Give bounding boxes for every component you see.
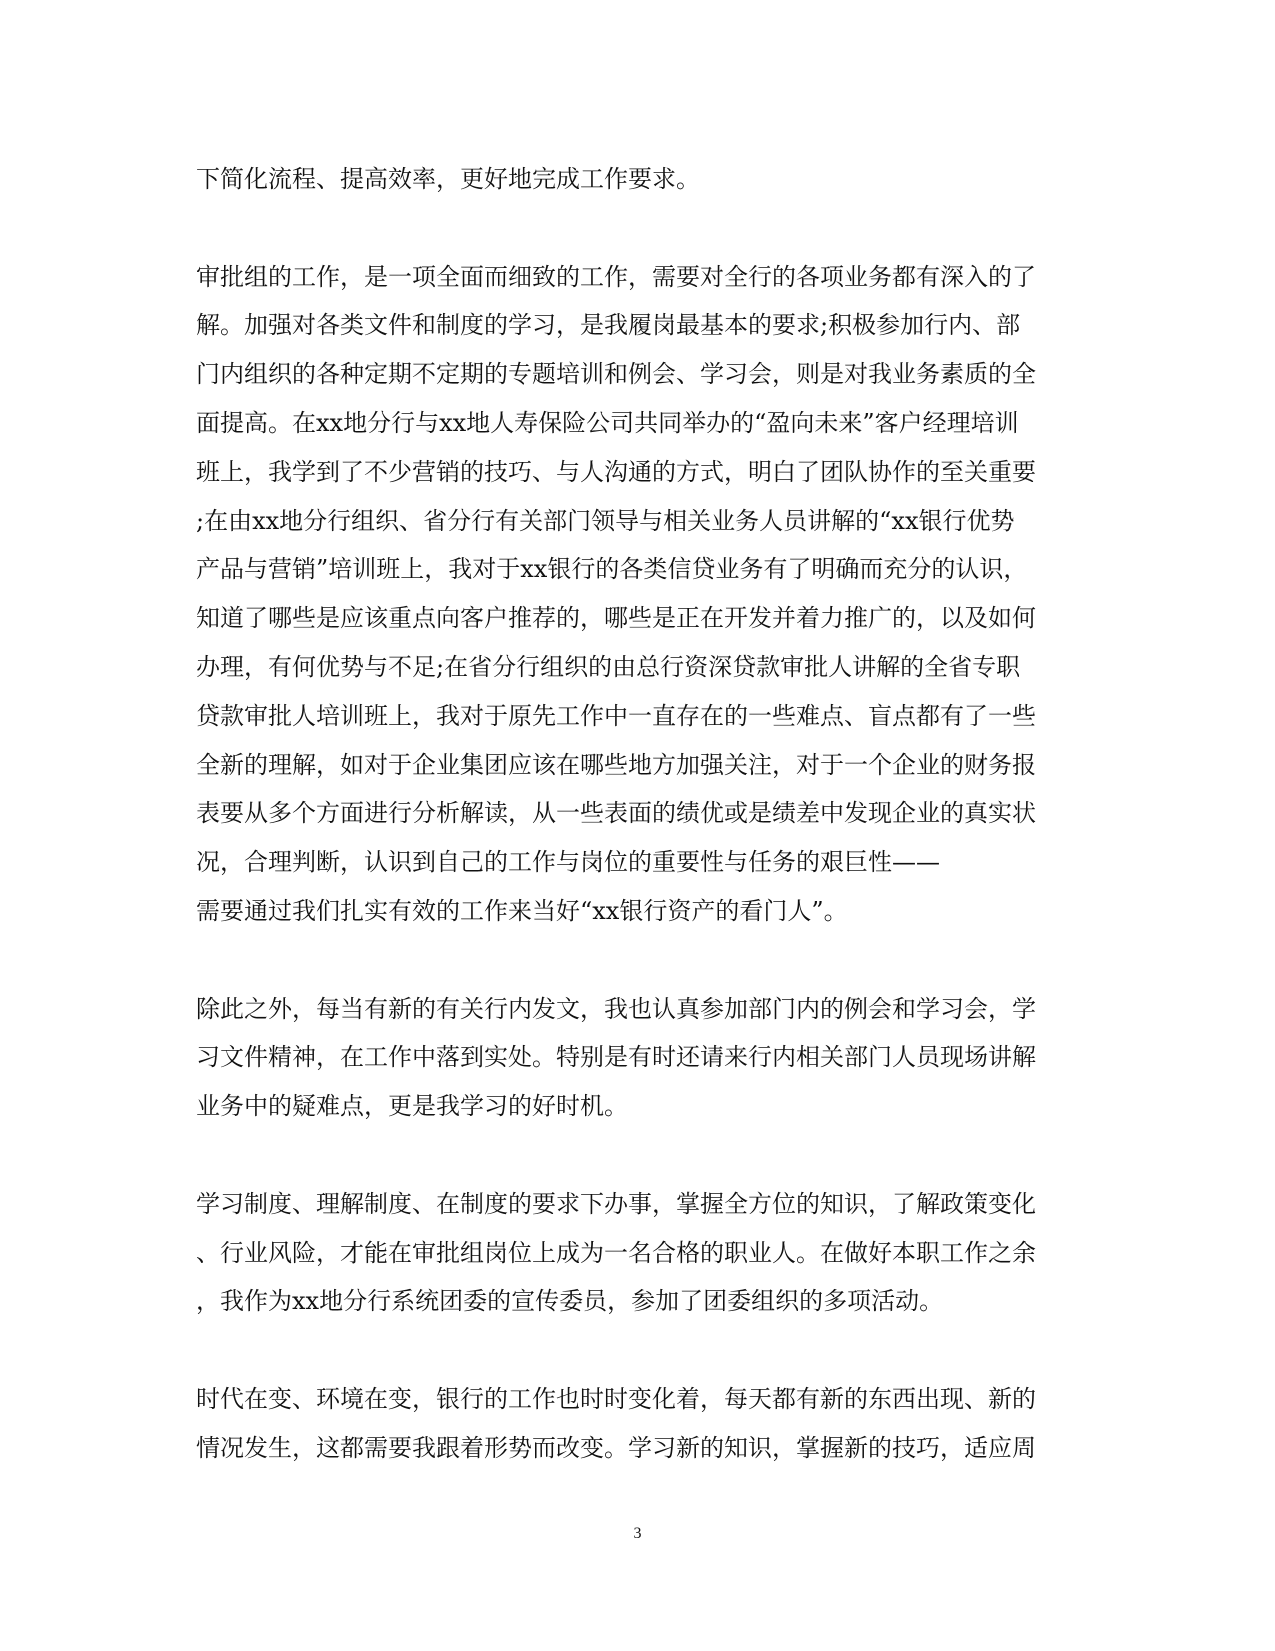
text-line: ，我作为xx地分行系统团委的宣传委员，参加了团委组织的多项活动。 <box>196 1287 944 1316</box>
text-line: 学习制度、理解制度、在制度的要求下办事，掌握全方位的知识，了解政策变化 <box>196 1189 1036 1218</box>
document-body <box>196 155 1076 1473</box>
text-line: 知道了哪些是应该重点向客户推荐的，哪些是正在开发并着力推广的，以及如何 <box>196 604 1036 633</box>
paragraph-spacer <box>196 204 1076 253</box>
page-number: 3 <box>633 1525 642 1542</box>
text-line: 时代在变、环境在变，银行的工作也时时变化着，每天都有新的东西出现、新的 <box>196 1384 1036 1413</box>
text-line: 习文件精神，在工作中落到实处。特别是有时还请来行内相关部门人员现场讲解 <box>196 1043 1036 1072</box>
paragraph-2 <box>196 253 1076 936</box>
text-line: 除此之外，每当有新的有关行内发文，我也认真参加部门内的例会和学习会，学 <box>196 994 1036 1023</box>
text-line: 需要通过我们扎实有效的工作来当好“xx银行资产的看门人”。 <box>196 896 848 925</box>
text-line: 办理，有何优势与不足;在省分行组织的由总行资深贷款审批人讲解的全省专职 <box>196 652 1021 681</box>
paragraph-4 <box>196 1180 1076 1326</box>
paragraph-spacer <box>196 1326 1076 1375</box>
text-line: 业务中的疑难点，更是我学习的好时机。 <box>196 1092 628 1121</box>
text-line: 解。加强对各类文件和制度的学习，是我履岗最基本的要求;积极参加行内、部 <box>196 311 1021 340</box>
paragraph-5 <box>196 1375 1076 1473</box>
text-line: 表要从多个方面进行分析解读，从一些表面的绩优或是绩差中发现企业的真实状 <box>196 799 1036 828</box>
paragraph-spacer <box>196 1131 1076 1180</box>
paragraph-1 <box>196 155 1076 204</box>
text-line: 情况发生，这都需要我跟着形势而改变。学习新的知识，掌握新的技巧，适应周 <box>196 1433 1036 1462</box>
text-line: 门内组织的各种定期不定期的专题培训和例会、学习会，则是对我业务素质的全 <box>196 360 1036 389</box>
text-line: 下简化流程、提高效率，更好地完成工作要求。 <box>196 165 700 193</box>
text-line: 审批组的工作，是一项全面而细致的工作，需要对全行的各项业务都有深入的了 <box>196 262 1036 291</box>
text-line: 产品与营销”培训班上，我对于xx银行的各类信贷业务有了明确而充分的认识， <box>196 555 1028 584</box>
text-line: ;在由xx地分行组织、省分行有关部门领导与相关业务人员讲解的“xx银行优势 <box>196 506 1015 535</box>
paragraph-3 <box>196 985 1076 1131</box>
text-line: 、行业风险，才能在审批组岗位上成为一名合格的职业人。在做好本职工作之余 <box>196 1238 1036 1267</box>
text-line: 贷款审批人培训班上，我对于原先工作中一直存在的一些难点、盲点都有了一些 <box>196 701 1036 730</box>
text-line: 面提高。在xx地分行与xx地人寿保险公司共同举办的“盈向未来”客户经理培训 <box>196 408 1019 437</box>
paragraph-spacer <box>196 936 1076 985</box>
text-line: 全新的理解，如对于企业集团应该在哪些地方加强关注，对于一个企业的财务报 <box>196 750 1036 779</box>
text-line: 况，合理判断，认识到自己的工作与岗位的重要性与任务的艰巨性—— <box>196 848 940 877</box>
text-line: 班上，我学到了不少营销的技巧、与人沟通的方式，明白了团队协作的至关重要 <box>196 457 1036 486</box>
